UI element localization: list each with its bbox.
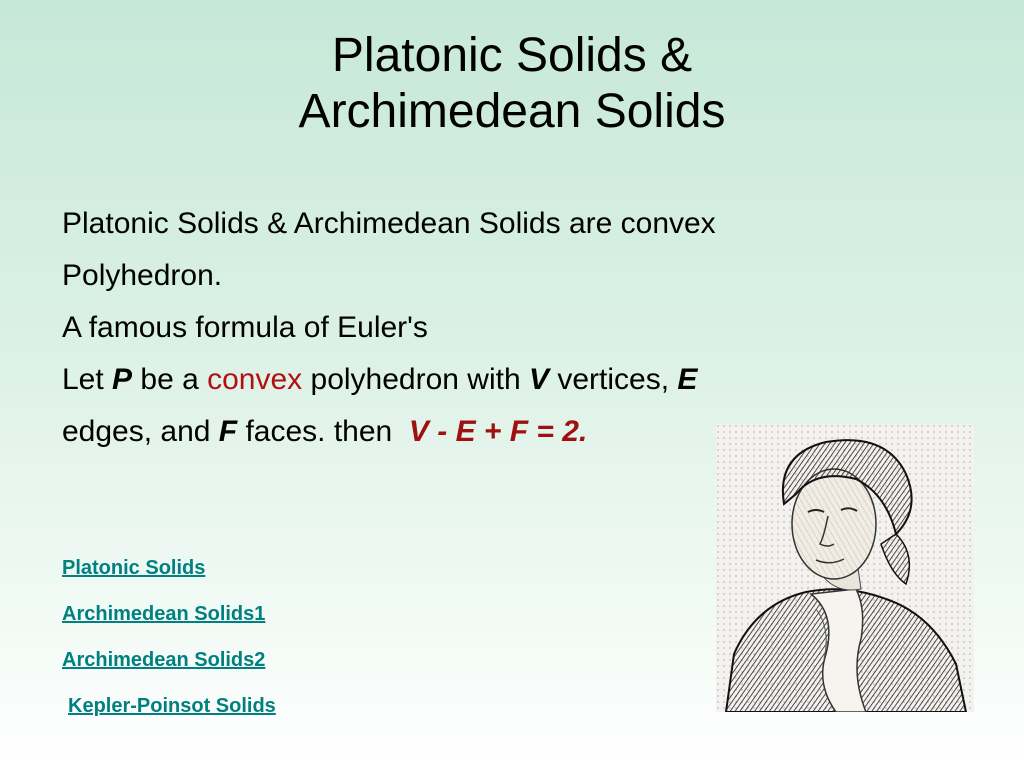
var-e: E <box>677 363 698 396</box>
body-line-2: Polyhedron. <box>62 259 223 292</box>
body-line-4 <box>62 356 962 408</box>
text-be-a: be a <box>132 363 208 396</box>
body-line-3: A famous formula of Euler's <box>62 311 428 344</box>
body-line-1: Platonic Solids & Archimedean Solids are convex <box>62 207 716 240</box>
euler-portrait <box>716 424 974 712</box>
link-kepler-poinsot-solids[interactable]: Kepler-Poinsot Solids <box>68 695 276 717</box>
text-faces-then: faces. then <box>237 415 409 448</box>
text-vertices: vertices, <box>549 363 678 396</box>
title-line-2: Archimedean Solids <box>298 85 726 138</box>
link-archimedean-solids-1[interactable]: Archimedean Solids1 <box>62 603 266 625</box>
word-convex: convex <box>207 363 303 396</box>
text-polyhedron-with: polyhedron with <box>302 363 529 396</box>
slide-body <box>62 200 962 460</box>
title-line-1: Platonic Solids & <box>331 29 693 82</box>
link-list <box>62 554 276 738</box>
link-archimedean-solids-2[interactable]: Archimedean Solids2 <box>62 649 266 671</box>
var-p: P <box>112 363 133 396</box>
var-v: V <box>529 363 550 396</box>
euler-portrait-icon <box>716 424 974 712</box>
text-edges-and: edges, and <box>62 415 219 448</box>
link-platonic-solids[interactable]: Platonic Solids <box>62 557 206 579</box>
slide-title <box>0 28 1024 140</box>
var-f: F <box>218 415 238 448</box>
euler-formula: V - E + F = 2. <box>408 415 588 448</box>
text-let: Let <box>62 363 113 396</box>
